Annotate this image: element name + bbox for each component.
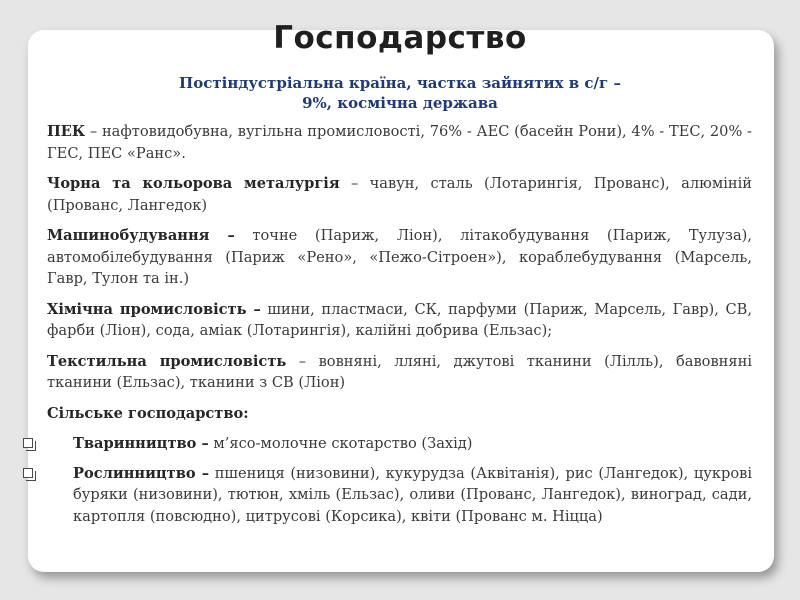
section-term: Машинобудування – (47, 227, 235, 244)
agriculture-heading: Сільське господарство: (47, 404, 249, 422)
slide-title: Господарство (273, 20, 527, 56)
section-text: – вовняні, лляні, джутові тканини (Лілль), бавовняні тканини (Ельзас), тканини з СВ (Ліон) (47, 352, 752, 391)
section-fuel-energy (47, 121, 752, 164)
bullet-text: м’ясо-молочне скотарство (Захід) (208, 435, 473, 452)
section-text: шини, пластмаси, СК, парфуми (Париж, Марсель, Гавр), СВ, фарби (Ліон), сода, аміак (Лотарингія), калійні добрива (Ельзас); (47, 300, 752, 339)
section-textile (47, 351, 752, 394)
content-body (47, 121, 752, 535)
section-term: Чорна та кольорова металургія (47, 175, 340, 192)
subtitle-line-2: 9%, космічна держава (302, 94, 498, 112)
slide-subtitle (120, 73, 680, 113)
bullet-term: Тваринництво – (73, 435, 209, 452)
section-text: – нафтовидобувна, вугільна промисловості, 76% - АЕС (басейн Рони), 4% - ТЕС, 20% - ГЕС, ПЕС «Ранс». (47, 123, 752, 162)
bullet-term: Рослинництво – (73, 464, 210, 482)
subtitle-line-1: Постіндустріальна країна, частка зайнятих в с/г – (179, 74, 621, 92)
section-machine-building (47, 225, 752, 290)
bullet-item-crops (47, 463, 752, 528)
checkbox-square-icon (23, 468, 33, 478)
section-text: точне (Париж, Ліон), літакобудування (Париж, Тулуза), автомобілебудування (Париж «Рено», «Пежо-Сітроен»), кораблебудування (Марсель, Гавр, Тулон та ін.) (47, 227, 752, 287)
section-text: – чавун, сталь (Лотарингія, Прованс), алюміній (Прованс, Лангедок) (47, 175, 752, 214)
section-term: Текстильна промисловість (47, 352, 287, 370)
bullet-item-livestock (47, 433, 752, 455)
section-term: ПЕК (47, 123, 86, 140)
checkbox-square-icon (23, 438, 33, 448)
section-term: Хімічна промисловість – (47, 300, 261, 318)
section-chemical (47, 299, 752, 342)
section-metallurgy (47, 173, 752, 216)
bullet-text: пшениця (низовини), кукурудза (Аквітанія), рис (Лангедок), цукрові буряки (низовини), тютюн, хміль (Ельзас), оливи (Прованс, Лангедок), виноград, сади, картопля (повсюдно), цитрусові (Корсика), квіти (Прованс м. Ніцца) (73, 464, 752, 525)
